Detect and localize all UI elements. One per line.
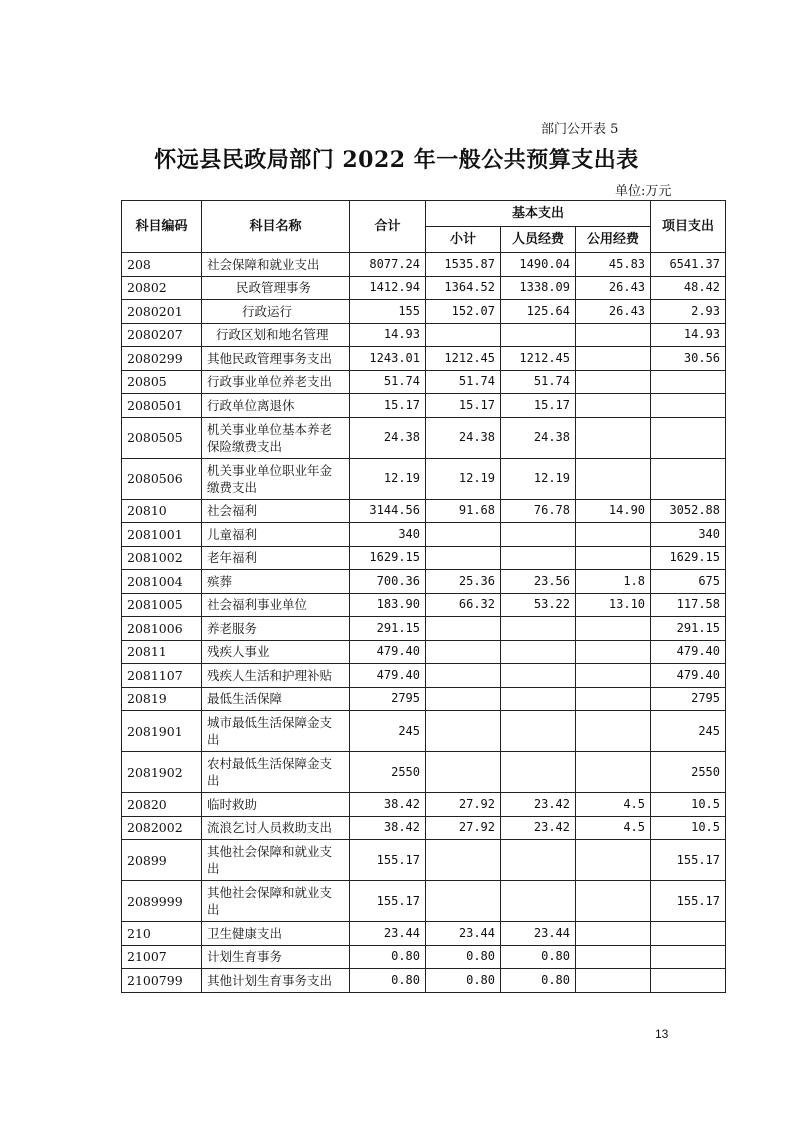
cell-total: 155.17 [350, 840, 426, 881]
cell-code: 2081005 [122, 593, 202, 617]
table-row [122, 523, 726, 547]
cell-name: 残疾人生活和护理补贴 [202, 664, 350, 688]
table-body [122, 253, 726, 993]
cell-public: 26.43 [576, 276, 651, 300]
cell-name: 民政管理事务 [202, 276, 350, 300]
cell-code: 21007 [122, 945, 202, 969]
cell-public [576, 687, 651, 711]
cell-name: 行政事业单位养老支出 [202, 370, 350, 394]
cell-subtotal [426, 546, 501, 570]
cell-project: 291.15 [651, 617, 726, 641]
cell-project [651, 394, 726, 418]
table-row [122, 640, 726, 664]
table-row [122, 945, 726, 969]
cell-code: 20810 [122, 499, 202, 523]
cell-public [576, 347, 651, 371]
cell-name: 农村最低生活保障金支出 [202, 752, 350, 793]
cell-code: 20820 [122, 793, 202, 817]
table-row [122, 394, 726, 418]
cell-project [651, 417, 726, 458]
cell-subtotal: 0.80 [426, 969, 501, 993]
table-row [122, 664, 726, 688]
cell-public [576, 945, 651, 969]
cell-personnel [501, 523, 576, 547]
cell-public [576, 394, 651, 418]
table-row [122, 499, 726, 523]
cell-code: 2089999 [122, 881, 202, 922]
column-header-personnel: 人员经费 [501, 227, 576, 253]
cell-total: 23.44 [350, 922, 426, 946]
cell-project: 2550 [651, 752, 726, 793]
cell-code: 2081004 [122, 570, 202, 594]
cell-public [576, 664, 651, 688]
cell-name: 其他民政管理事务支出 [202, 347, 350, 371]
cell-name: 社会保障和就业支出 [202, 253, 350, 277]
cell-subtotal: 25.36 [426, 570, 501, 594]
cell-code: 2100799 [122, 969, 202, 993]
cell-public [576, 458, 651, 499]
cell-personnel [501, 881, 576, 922]
cell-personnel [501, 617, 576, 641]
cell-subtotal: 27.92 [426, 816, 501, 840]
cell-subtotal [426, 664, 501, 688]
cell-project: 1629.15 [651, 546, 726, 570]
cell-name: 流浪乞讨人员救助支出 [202, 816, 350, 840]
cell-code: 2081001 [122, 523, 202, 547]
cell-code: 208 [122, 253, 202, 277]
cell-project [651, 969, 726, 993]
table-row [122, 816, 726, 840]
cell-total: 183.90 [350, 593, 426, 617]
cell-project [651, 945, 726, 969]
cell-subtotal [426, 840, 501, 881]
cell-code: 2081901 [122, 711, 202, 752]
cell-project: 117.58 [651, 593, 726, 617]
cell-public [576, 370, 651, 394]
cell-project [651, 370, 726, 394]
cell-code: 2080501 [122, 394, 202, 418]
cell-subtotal [426, 752, 501, 793]
cell-public [576, 617, 651, 641]
cell-code: 20805 [122, 370, 202, 394]
cell-public [576, 922, 651, 946]
cell-code: 2081006 [122, 617, 202, 641]
cell-public: 45.83 [576, 253, 651, 277]
cell-subtotal: 152.07 [426, 300, 501, 324]
cell-personnel [501, 752, 576, 793]
cell-total: 155.17 [350, 881, 426, 922]
cell-total: 1243.01 [350, 347, 426, 371]
cell-subtotal: 27.92 [426, 793, 501, 817]
cell-public: 13.10 [576, 593, 651, 617]
cell-code: 2080505 [122, 417, 202, 458]
cell-name: 机关事业单位职业年金缴费支出 [202, 458, 350, 499]
unit-label: 单位:万元 [615, 184, 672, 199]
table-row [122, 570, 726, 594]
table-row [122, 922, 726, 946]
cell-code: 20819 [122, 687, 202, 711]
cell-name: 其他社会保障和就业支出 [202, 840, 350, 881]
cell-total: 340 [350, 523, 426, 547]
cell-public [576, 711, 651, 752]
cell-subtotal: 1364.52 [426, 276, 501, 300]
cell-personnel [501, 687, 576, 711]
cell-code: 2081107 [122, 664, 202, 688]
cell-public: 14.90 [576, 499, 651, 523]
cell-total: 51.74 [350, 370, 426, 394]
budget-table [121, 200, 726, 993]
cell-code: 20811 [122, 640, 202, 664]
cell-name: 最低生活保障 [202, 687, 350, 711]
cell-subtotal [426, 323, 501, 347]
table-row [122, 752, 726, 793]
table-row [122, 370, 726, 394]
cell-public: 1.8 [576, 570, 651, 594]
cell-personnel: 1212.45 [501, 347, 576, 371]
cell-project: 340 [651, 523, 726, 547]
cell-project [651, 458, 726, 499]
cell-public: 26.43 [576, 300, 651, 324]
cell-code: 210 [122, 922, 202, 946]
cell-total: 8077.24 [350, 253, 426, 277]
cell-total: 155 [350, 300, 426, 324]
cell-subtotal: 15.17 [426, 394, 501, 418]
cell-total: 291.15 [350, 617, 426, 641]
cell-total: 38.42 [350, 816, 426, 840]
cell-total: 38.42 [350, 793, 426, 817]
cell-personnel [501, 640, 576, 664]
cell-total: 479.40 [350, 640, 426, 664]
cell-subtotal [426, 523, 501, 547]
column-header-total: 合计 [350, 201, 426, 253]
cell-subtotal [426, 617, 501, 641]
table-row [122, 969, 726, 993]
cell-project: 2.93 [651, 300, 726, 324]
cell-code: 2080506 [122, 458, 202, 499]
cell-name: 其他社会保障和就业支出 [202, 881, 350, 922]
cell-name: 其他计划生育事务支出 [202, 969, 350, 993]
cell-name: 机关事业单位基本养老保险缴费支出 [202, 417, 350, 458]
cell-personnel: 24.38 [501, 417, 576, 458]
cell-subtotal [426, 640, 501, 664]
cell-subtotal [426, 711, 501, 752]
cell-personnel: 0.80 [501, 969, 576, 993]
table-row [122, 687, 726, 711]
cell-name: 卫生健康支出 [202, 922, 350, 946]
column-header-code: 科目编码 [122, 201, 202, 253]
cell-personnel: 1490.04 [501, 253, 576, 277]
cell-personnel: 23.56 [501, 570, 576, 594]
cell-name: 养老服务 [202, 617, 350, 641]
cell-subtotal: 12.19 [426, 458, 501, 499]
cell-code: 2081902 [122, 752, 202, 793]
cell-code: 20899 [122, 840, 202, 881]
cell-public [576, 417, 651, 458]
column-header-subtotal: 小计 [426, 227, 501, 253]
cell-personnel: 0.80 [501, 945, 576, 969]
cell-name: 行政区划和地名管理 [202, 323, 350, 347]
table-row [122, 793, 726, 817]
cell-subtotal: 1212.45 [426, 347, 501, 371]
page-number: 13 [655, 1027, 669, 1041]
cell-name: 计划生育事务 [202, 945, 350, 969]
cell-personnel [501, 323, 576, 347]
cell-name: 残疾人事业 [202, 640, 350, 664]
cell-project: 245 [651, 711, 726, 752]
cell-personnel: 125.64 [501, 300, 576, 324]
column-header-public: 公用经费 [576, 227, 651, 253]
cell-public [576, 640, 651, 664]
cell-personnel: 15.17 [501, 394, 576, 418]
cell-personnel [501, 840, 576, 881]
cell-total: 24.38 [350, 417, 426, 458]
table-row [122, 546, 726, 570]
cell-total: 14.93 [350, 323, 426, 347]
cell-name: 行政运行 [202, 300, 350, 324]
table-row [122, 417, 726, 458]
cell-subtotal: 91.68 [426, 499, 501, 523]
cell-code: 2080299 [122, 347, 202, 371]
cell-total: 245 [350, 711, 426, 752]
table-row [122, 711, 726, 752]
cell-total: 479.40 [350, 664, 426, 688]
cell-subtotal [426, 881, 501, 922]
cell-subtotal: 66.32 [426, 593, 501, 617]
column-header-project: 项目支出 [651, 201, 726, 253]
table-label: 部门公开表 5 [541, 122, 619, 137]
table-row [122, 276, 726, 300]
cell-personnel: 12.19 [501, 458, 576, 499]
cell-total: 2795 [350, 687, 426, 711]
cell-project [651, 922, 726, 946]
cell-public [576, 840, 651, 881]
page-title: 怀远县民政局部门 2022 年一般公共预算支出表 [154, 147, 639, 173]
table-row [122, 593, 726, 617]
cell-project: 10.5 [651, 793, 726, 817]
cell-project: 479.40 [651, 664, 726, 688]
cell-total: 15.17 [350, 394, 426, 418]
cell-project: 155.17 [651, 840, 726, 881]
cell-total: 12.19 [350, 458, 426, 499]
cell-personnel: 76.78 [501, 499, 576, 523]
cell-name: 城市最低生活保障金支出 [202, 711, 350, 752]
column-header-basic: 基本支出 [426, 201, 651, 227]
table-row [122, 458, 726, 499]
cell-project: 479.40 [651, 640, 726, 664]
cell-total: 1412.94 [350, 276, 426, 300]
cell-public: 4.5 [576, 816, 651, 840]
cell-name: 儿童福利 [202, 523, 350, 547]
cell-name: 临时救助 [202, 793, 350, 817]
cell-code: 2080201 [122, 300, 202, 324]
cell-personnel: 1338.09 [501, 276, 576, 300]
table-row [122, 300, 726, 324]
cell-name: 殡葬 [202, 570, 350, 594]
cell-public [576, 523, 651, 547]
cell-name: 行政单位离退休 [202, 394, 350, 418]
cell-name: 社会福利事业单位 [202, 593, 350, 617]
cell-public [576, 969, 651, 993]
cell-subtotal [426, 687, 501, 711]
cell-subtotal: 1535.87 [426, 253, 501, 277]
cell-name: 老年福利 [202, 546, 350, 570]
cell-code: 2081002 [122, 546, 202, 570]
cell-project: 2795 [651, 687, 726, 711]
cell-total: 0.80 [350, 945, 426, 969]
cell-public [576, 323, 651, 347]
cell-personnel: 51.74 [501, 370, 576, 394]
column-header-name: 科目名称 [202, 201, 350, 253]
table-row [122, 617, 726, 641]
cell-project: 30.56 [651, 347, 726, 371]
cell-personnel: 23.42 [501, 816, 576, 840]
table-row [122, 253, 726, 277]
cell-subtotal: 51.74 [426, 370, 501, 394]
cell-personnel: 23.44 [501, 922, 576, 946]
cell-subtotal: 23.44 [426, 922, 501, 946]
table-row [122, 347, 726, 371]
cell-subtotal: 0.80 [426, 945, 501, 969]
cell-personnel [501, 711, 576, 752]
cell-project: 10.5 [651, 816, 726, 840]
cell-total: 2550 [350, 752, 426, 793]
cell-personnel: 53.22 [501, 593, 576, 617]
cell-project: 6541.37 [651, 253, 726, 277]
cell-personnel: 23.42 [501, 793, 576, 817]
cell-name: 社会福利 [202, 499, 350, 523]
cell-project: 48.42 [651, 276, 726, 300]
cell-project: 14.93 [651, 323, 726, 347]
cell-public: 4.5 [576, 793, 651, 817]
table-row [122, 881, 726, 922]
cell-code: 2082002 [122, 816, 202, 840]
table-row [122, 840, 726, 881]
cell-personnel [501, 664, 576, 688]
table-row [122, 323, 726, 347]
cell-project: 155.17 [651, 881, 726, 922]
cell-public [576, 546, 651, 570]
cell-subtotal: 24.38 [426, 417, 501, 458]
cell-total: 700.36 [350, 570, 426, 594]
cell-project: 3052.88 [651, 499, 726, 523]
cell-project: 675 [651, 570, 726, 594]
cell-total: 1629.15 [350, 546, 426, 570]
cell-public [576, 752, 651, 793]
cell-total: 0.80 [350, 969, 426, 993]
cell-code: 2080207 [122, 323, 202, 347]
cell-personnel [501, 546, 576, 570]
cell-total: 3144.56 [350, 499, 426, 523]
cell-code: 20802 [122, 276, 202, 300]
cell-public [576, 881, 651, 922]
